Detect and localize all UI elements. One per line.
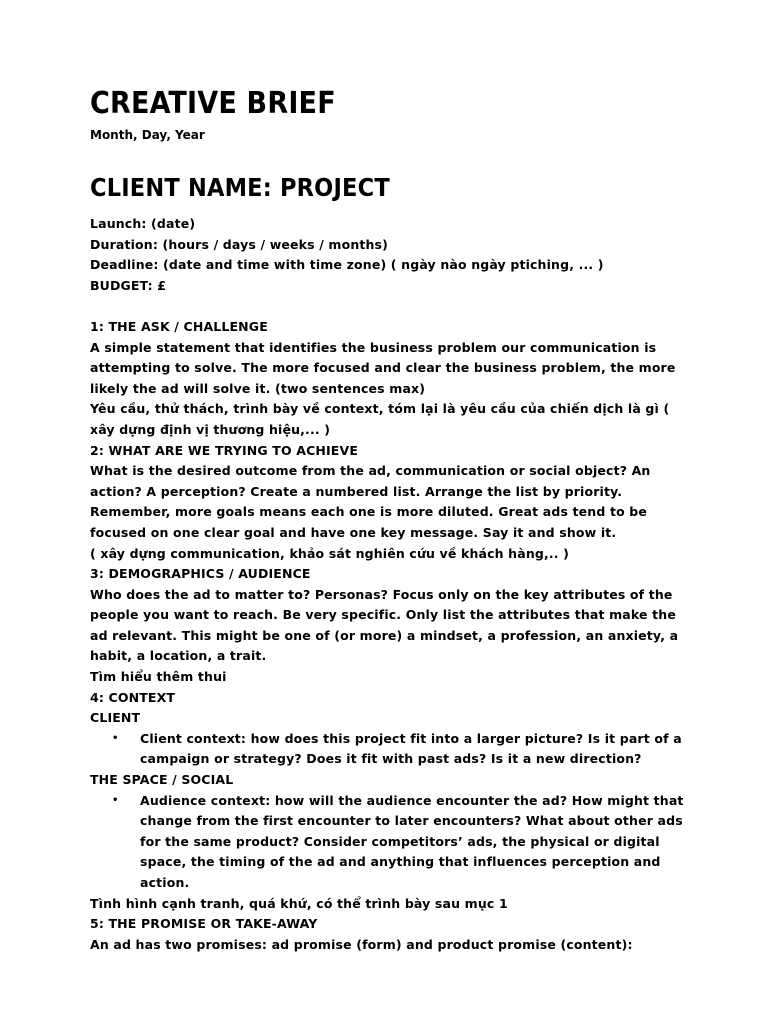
document-date: Month, Day, Year	[90, 128, 205, 142]
brief-body	[90, 214, 690, 955]
ask-heading: 1: THE ASK / CHALLENGE	[90, 318, 268, 334]
budget-line: BUDGET: £	[90, 277, 167, 293]
promise-heading: 5: THE PROMISE OR TAKE-AWAY	[90, 916, 318, 932]
context-note: Tình hình cạnh tranh, quá khứ, có thể trình bày sau mục 1	[90, 895, 508, 911]
client-project-heading: CLIENT NAME: PROJECT	[90, 173, 390, 202]
achieve-heading: 2: WHAT ARE WE TRYING TO ACHIEVE	[90, 442, 359, 458]
achieve-text: What is the desired outcome from the ad, communication or social object? An action? A perception? Create a numbered list. Arrange the list by priority. Remember, more goals means each one is more diluted. Great ads tend to be focused on one clear goal and have one key message. Say it and show it.	[90, 463, 651, 540]
context-space-bullet-text: Audience context: how will the audience encounter the ad? How might that change from the first encounter to later encounters? What about other ads for the same product? Consider competitors’ ads, the physical or digital space, the timing of the ad and anything that influences perception and action.	[140, 792, 684, 890]
section-spacer	[90, 296, 690, 317]
context-space-bullet-item	[90, 791, 690, 894]
ask-note: Yêu cầu, thử thách, trình bày về context, tóm lại là yêu cầu của chiến dịch là gì ( xây dựng định vị thương hiệu,... )	[90, 401, 670, 437]
audience-text: Who does the ad to matter to? Personas? Focus only on the key attributes of the people you want to reach. Be very specific. Only list the attributes that make the ad relevant. This might be one of (or more) a mindset, a profession, an anxiety, a habit, a location, a trait.	[90, 586, 679, 664]
achieve-note: ( xây dựng communication, khảo sát nghiên cứu về khách hàng,.. )	[90, 545, 570, 561]
context-client-bullet-item	[90, 729, 690, 770]
deadline-line: Deadline: (date and time with time zone) ( ngày nào ngày ptiching, ... )	[90, 257, 604, 273]
bullet-icon: •	[112, 794, 119, 806]
context-space-label: THE SPACE / SOCIAL	[90, 772, 234, 788]
launch-line: Launch: (date)	[90, 216, 196, 231]
document-title: CREATIVE BRIEF	[90, 86, 336, 121]
audience-note: Tìm hiểu thêm thui	[90, 669, 227, 685]
context-heading: 4: CONTEXT	[90, 689, 176, 705]
bullet-icon: •	[112, 732, 119, 744]
duration-line: Duration: (hours / days / weeks / months)	[90, 236, 389, 252]
document-page	[90, 84, 690, 955]
context-client-label: CLIENT	[90, 710, 141, 726]
audience-heading: 3: DEMOGRAPHICS / AUDIENCE	[90, 566, 311, 582]
context-client-bullet-text: Client context: how does this project fit into a larger picture? Is it part of a campaign or strategy? Does it fit with past ads? Is it a new direction?	[140, 730, 682, 767]
ask-text: A simple statement that identifies the business problem our communication is attempting to solve. The more focused and clear the business problem, the more likely the ad will solve it. (two sentences max)	[90, 339, 676, 396]
promise-text: An ad has two promises: ad promise (form) and product promise (content):	[90, 936, 633, 952]
